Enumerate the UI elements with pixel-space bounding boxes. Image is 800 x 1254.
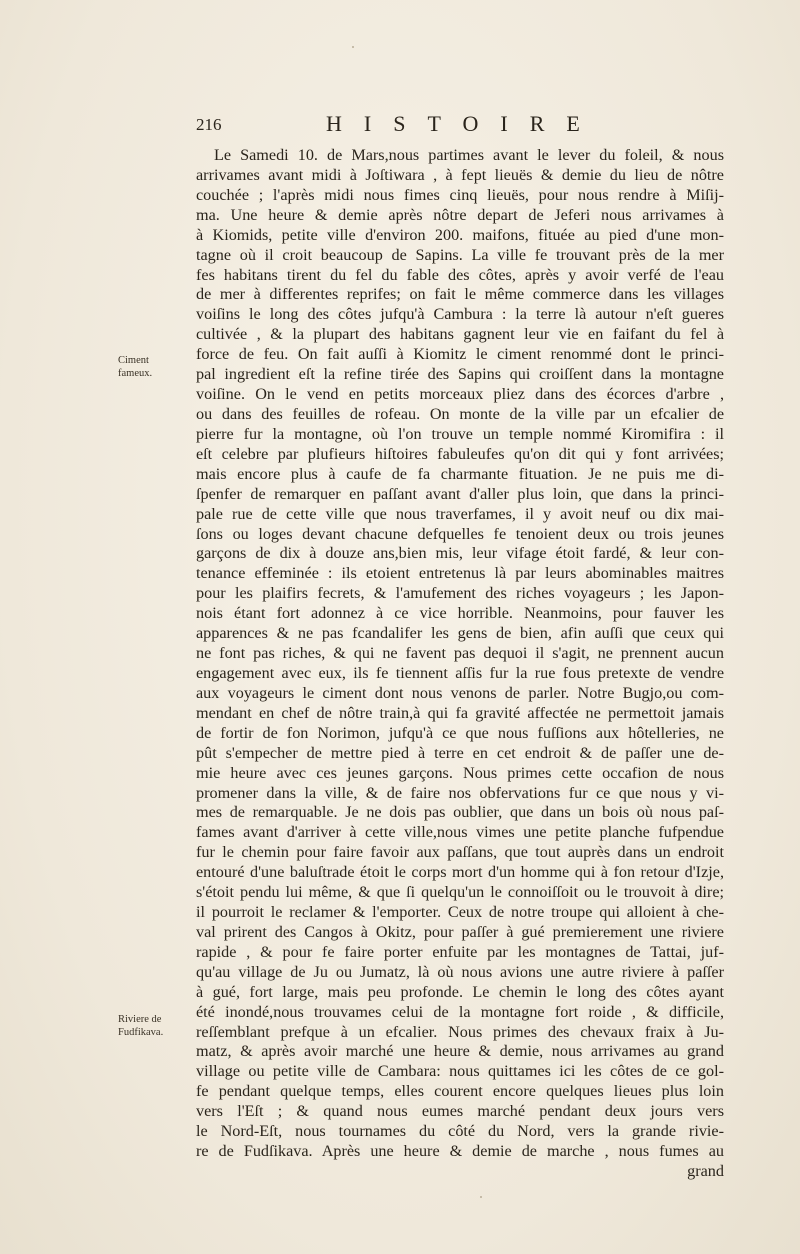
text-line: cultivée , & la plupart des habitans gagnent leur vie en faifant du fel à	[196, 325, 724, 344]
text-line: ſpenfer de remarquer en paſſant avant d'aller plus loin, que dans la princi-	[196, 484, 724, 503]
text-line: vers l'Eſt ; & quand nous eumes marché pendant deux jours vers	[196, 1102, 724, 1121]
text-line: arrivames avant midi à Joſtiwara , à fept lieuës & demie du lieu de nôtre	[196, 165, 724, 184]
page-header	[196, 111, 726, 137]
text-line: voiſins le long des côtes jufqu'à Cambura : la terre là autour n'eſt gueres	[196, 305, 724, 324]
text-line: mais encore plus à caufe de fa charmante fituation. Je ne puis me di-	[196, 464, 724, 483]
text-line: pierre fur la montagne, où l'on trouve un temple nommé Kiromifira : il	[196, 424, 724, 443]
text-line: Le Samedi 10. de Mars,nous partimes avant le lever du foleil, & nous	[214, 146, 724, 164]
text-line: de fortir de fon Norimon, jufqu'à ce que nous fuſſions aux hôtelleries, ne	[196, 723, 724, 742]
text-line: fur le chemin pour faire favoir aux paſſans, que tout auprès dans un endroit	[196, 843, 724, 862]
text-line: tenance effeminée : ils etoient entretenus là par leurs abominables maitres	[196, 564, 724, 583]
text-line: fe pendant quelque temps, elles courent encore quelques lieues plus loin	[196, 1082, 724, 1101]
text-line: de mer à differentes reprifes; on fait le même commerce dans les villages	[196, 285, 724, 304]
text-line: couchée ; l'après midi nous fimes cinq lieuës, pour nous rendre à Miſij-	[196, 185, 724, 204]
text-line: nois étant fort adonnez à ce vice horrible. Neanmoins, pour fauver les	[196, 604, 724, 623]
text-line: tagne où il croit beaucoup de Sapins. La ville fe trouvant près de la mer	[196, 245, 724, 264]
text-line: voiſine. On le vend en petits morceaux pliez dans des écorces d'arbre ,	[196, 385, 724, 404]
body-text	[196, 146, 724, 1182]
margin-note-line: Riviere de	[118, 1014, 162, 1025]
text-line: garçons de dix à douze ans,bien mis, leur vifage étoit fardé, & leur con-	[196, 544, 724, 563]
page-number: 216	[196, 115, 222, 134]
text-line: été inondé,nous trouvames celui de la montagne fort roide , & difficile,	[196, 1002, 724, 1021]
text-line: engagement avec eux, ils fe tiennent aſſis fur la rue fous pretexte de vendre	[196, 663, 724, 682]
margin-note-line: Ciment	[118, 355, 149, 366]
text-line: le Nord-Eſt, nous tournames du côté du Nord, vers la grande rivie-	[196, 1122, 724, 1141]
margin-note-ciment	[118, 354, 192, 380]
text-line: ma. Une heure & demie après nôtre depart de Jeferi nous arrivames à	[196, 205, 724, 224]
text-line: re de Fudſikava. Après une heure & demie de marche , nous fumes au	[196, 1142, 724, 1161]
text-line: mendant en chef de nôtre train,à qui fa gravité affectée ne permettoit jamais	[196, 703, 724, 722]
text-line: reſſemblant prefque à un efcalier. Nous primes des chevaux fraix à Ju-	[196, 1022, 724, 1041]
text-line: mie heure avec ces jeunes garçons. Nous primes cette occafion de nous	[196, 763, 724, 782]
text-line: grand	[687, 1162, 724, 1181]
running-title: HISTOIRE	[326, 111, 602, 136]
text-line: s'étoit pendu lui même, & que ſi quelqu'un le connoiſſoit ou le trouvoit à dire;	[196, 883, 724, 902]
text-line: pour les plaifirs fecrets, & l'amufement des riches voyageurs ; les Japon-	[196, 584, 724, 603]
text-line: ne font pas riches, & qui ne favent pas dequoi il s'agit, ne prennent aucun	[196, 644, 724, 663]
margin-note-line: Fudfikava.	[118, 1027, 164, 1038]
text-line: apparences & ne pas fcandalifer les gens de bien, afin auſſi que ceux qui	[196, 624, 724, 643]
margin-note-line: fameux.	[118, 368, 153, 379]
paper-speck	[352, 46, 354, 48]
text-line: entouré d'une baluſtrade étoit le corps mort d'un homme qui à fon retour d'Izje,	[196, 863, 724, 882]
text-line: promener dans la ville, & de faire nos obfervations fur ce que nous y vi-	[196, 783, 724, 802]
text-line: val prirent des Cangos à Okitz, pour paſſer à gué premierement une riviere	[196, 922, 724, 941]
text-line: pal ingredient eſt la refine tirée des Sapins qui croiſſent dans la montagne	[196, 365, 724, 384]
text-line: eſt celebre par plufieurs hiſtoires fabuleufes qu'on dit qui y font arrivées;	[196, 444, 724, 463]
text-line: force de feu. On fait auſſi à Kiomitz le ciment renommé dont le princi-	[196, 345, 724, 364]
text-line: ſons ou loges devant chacune defquelles fe tenoient deux ou trois jeunes	[196, 524, 724, 543]
text-line: pale rue de cette ville que nous traverfames, il y avoit neuf ou dix mai-	[196, 504, 724, 523]
margin-note-riviere	[118, 1013, 192, 1039]
text-line: fames avant d'arriver à cette ville,nous vimes une petite planche fufpendue	[196, 823, 724, 842]
text-line: matz, & après avoir marché une heure & demie, nous arrivames au grand	[196, 1042, 724, 1061]
paper-speck	[480, 1196, 482, 1198]
text-line: fes habitans tirent du fel du fable des côtes, après y avoir verfé de l'eau	[196, 265, 724, 284]
text-line: rapide , & pour fe faire porter enfuite par les montagnes de Tattai, juf-	[196, 942, 724, 961]
text-line: ou dans des feuilles de rofeau. On monte de la ville par un efcalier de	[196, 404, 724, 423]
text-line: aux voyageurs le ciment dont nous venons de parler. Notre Bugjo,ou com-	[196, 683, 724, 702]
text-line: à Kiomids, petite ville d'environ 200. maifons, fituée au pied d'une mon-	[196, 225, 724, 244]
text-line: village ou petite ville de Cambara: nous quittames ici les côtes de ce gol-	[196, 1062, 724, 1081]
text-line: qu'au village de Ju ou Jumatz, là où nous avions une autre riviere à paſſer	[196, 962, 724, 981]
text-line: mes de remarquable. Je ne dois pas oublier, que dans un bois où nous paſ-	[196, 803, 724, 822]
text-line: il pourroit le reclamer & l'emporter. Ceux de notre troupe qui alloient à che-	[196, 903, 724, 922]
text-line: à gué, fort large, mais peu profonde. Le chemin le long des côtes ayant	[196, 982, 724, 1001]
text-line: pût s'empecher de mettre pied à terre en cet endroit & de paſſer une de-	[196, 743, 724, 762]
